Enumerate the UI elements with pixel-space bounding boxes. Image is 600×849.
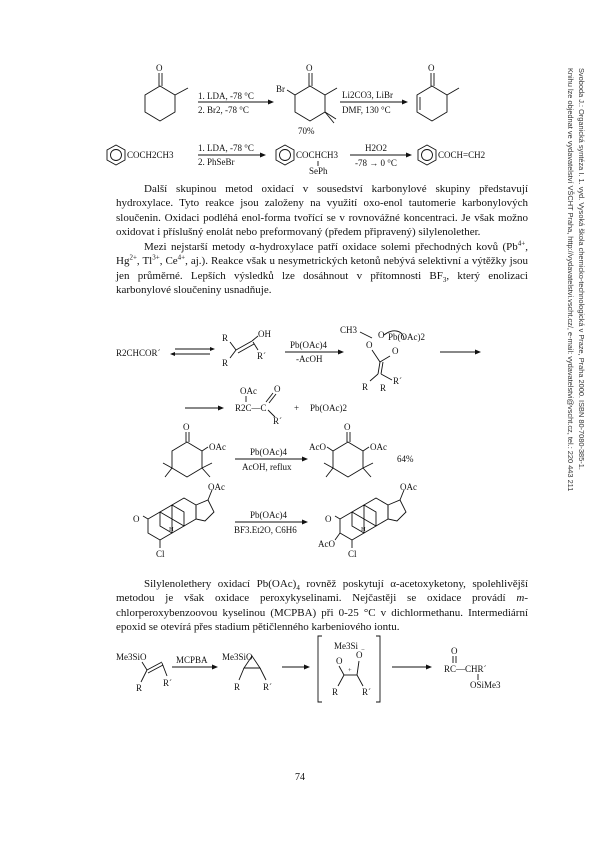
paragraph-hydroxylation: Další skupinou metod oxidací v sousedství karbonylové skupiny představují hydroxylace. Tyto reakce jsou založeny na využití oxo-enol tautomerie karbonylových sloučenin. Oxidaci podléhá enol-forma tvořící se v rovnovážné koncentraci. Je však možno oxidovat i příslušný enolát nebo preformovaný (předem připravený) silylenolether. (116, 183, 528, 238)
s3-prod-oac: OAc (370, 442, 387, 452)
paragraph-metal-oxidation: Mezi nejstarší metody α-hydroxylace patří oxidace solemi přechodných kovů ($Pb^{4+}$, $Hg^{2+}$, $Tl^{3+}$, $Ce^{4+}$, aj.). Reakce však u nesymetrických ketonů nebývá selektivní a výtěžky jsou jen průměrné. Lepších výsledků lze dosáhnout v přítomnosti $BF_3$, který enolizaci karbonylové sloučeniny usnadňuje. (116, 239, 529, 296)
p3-part-b: rovněž poskytují α-acetoxyketony, spolehlivější metodou je však oxidace peroxykyselinami. Nejčastěji se oxidace provádí (116, 578, 528, 605)
reagent-1-bottom: 2. Br2, -78 °C (198, 105, 249, 115)
p3-part-a: Silylenolethery oxidací Pb(OAc) (144, 578, 297, 590)
s4-h: H (169, 526, 174, 533)
reagent-2-top: Li2CO3, LiBr (342, 90, 393, 100)
s4-prod-cl: Cl (348, 549, 357, 559)
s3-prod-o: O (344, 422, 351, 432)
s5-ep-r1: R (234, 682, 241, 692)
enol-oh: OH (258, 329, 271, 339)
vinyl-ketone-label: COCH=CH2 (438, 150, 486, 160)
s4-cl: Cl (156, 549, 165, 559)
s5-br-o1: O (336, 656, 343, 666)
ketone1-o-label: O (156, 63, 163, 73)
s5-me3sio: Me3SiO (116, 652, 147, 662)
s3-o: O (183, 422, 190, 432)
citation-line-1: Svoboda J.: Organická syntéza I. 1. vyd. Vysoká škola chemicko-technologická v Praze, Praha 2000. ISBN 80-7080-385-1. (577, 68, 586, 470)
yield-70: 70% (298, 126, 315, 136)
benzene-ring-2 (276, 145, 294, 165)
reagent-5-top: Pb(OAc)4 (290, 340, 327, 350)
methylcyclohexanone-structure (145, 63, 188, 121)
prod-oac: OAc (240, 386, 257, 396)
bromoketone-structure (276, 63, 337, 123)
s5-prod-o: O (451, 646, 458, 656)
scheme3-reaction (163, 422, 414, 477)
s4-prod-h: H (361, 526, 366, 533)
scheme5-mcpba (116, 636, 501, 702)
s5-prod-main: RC—CHR´ (444, 664, 487, 674)
reagent-2-bottom: DMF, 130 °C (342, 105, 391, 115)
start-ketone-label: COCH2CH3 (127, 150, 174, 160)
ts-ch3: CH3 (340, 325, 358, 335)
ts-o2: O (378, 330, 385, 340)
p3-part-c: m (516, 592, 525, 605)
p2-part-f: , který enolizaci karbonylové sloučeniny usnadňuje. (116, 269, 528, 296)
steroid-start (133, 482, 225, 559)
s5-prod-osime3: OSiMe3 (470, 680, 501, 690)
citation-line-2: Knihu lze objednat ve vydavatelství VŠCHT Praha, http://vydavatelstvi.vscht.cz/, e-mail: vydavatelstvi@vscht.cz, tel.: 220 443 211 (566, 68, 575, 492)
reagent-1-top: 1. LDA, -78 °C (198, 91, 254, 101)
reagent-4-top: H2O2 (365, 143, 387, 153)
br-label: Br (276, 84, 285, 94)
s5-r2: R´ (163, 678, 172, 688)
p2-part-e: , aj.). Reakce však u nesymetrických ketonů nebývá selektivní a výtěžky jsou jen průměrné. Lepších výsledků lze dosáhnout v přítomnosti BF (116, 255, 529, 282)
ts-pb: Pb(OAc)2 (388, 332, 425, 342)
scheme4-steroid (133, 482, 417, 559)
reagent-5-bottom: -AcOH (296, 354, 323, 364)
ts-r1: R (362, 382, 369, 392)
p2-part-c: Tl (142, 255, 153, 268)
reagent-3-top: 1. LDA, -78 °C (198, 143, 254, 153)
s5-ep-me3sio: Me3SiO (222, 652, 253, 662)
reagent-9-bottom: BF3.Et2O, C6H6 (234, 525, 297, 535)
reagent-3-bottom: 2. PhSeBr (198, 157, 235, 167)
enol-r1: R (222, 333, 229, 343)
s3-oac: OAc (209, 442, 226, 452)
s4-oac: OAc (208, 482, 225, 492)
prod-plus: + (294, 403, 300, 413)
enone-structure (417, 63, 459, 121)
scheme1-row2 (107, 143, 485, 176)
s5-r1: R (136, 683, 143, 693)
s5-br-o2: O (356, 650, 363, 660)
ts-r3: R´ (393, 376, 402, 386)
reagent-8-bottom: AcOH, reflux (242, 462, 292, 472)
yield-64: 64% (397, 454, 414, 464)
s4-prod-oac: OAc (400, 482, 417, 492)
reagent-9-top: Pb(OAc)4 (250, 510, 287, 520)
s5-br-plus: + (348, 667, 352, 674)
prod-pb: Pb(OAc)2 (310, 403, 347, 413)
seph-label: SePh (309, 166, 328, 176)
p2-part-b: Hg (116, 255, 130, 268)
steroid-product (318, 482, 417, 559)
ts-r2: R (380, 383, 387, 393)
s5-br-r1: R (332, 687, 339, 697)
s5-br-me3si: Me3Si (334, 641, 359, 651)
ketone2-o-label: O (306, 63, 313, 73)
reagent-mcpba: MCPBA (176, 655, 208, 665)
benzene-ring-3 (418, 145, 436, 165)
paragraph-silylenolether: Silylenolethery oxidací $Pb(OAc)_4$ rovněž poskytují α-acetoxyketony, spolehlivější metodou je však oxidace peroxykyselinami. Nejčastěji se oxidace provádí m-chlorperoxybenzoovou kyselinou (MCPBA) při 0-25 °C v dichlormethanu. Intermediární epoxid se otevírá přes stadium pětičlenného karbeniového iontu. (116, 578, 528, 633)
p3-part-d: -chlorperoxybenzoovou kyselinou (MCPBA) při 0-25 °C v dichlormethanu. Intermediární epoxid se otevírá přes stadium pětičlenného karbeniového iontu. (116, 592, 528, 633)
ts-o3: O (392, 346, 399, 356)
s4-prod-aco: AcO (318, 539, 335, 549)
s4-prod-o: O (325, 514, 332, 524)
reagent-4-bottom: -78 → 0 °C (355, 158, 397, 168)
s4-o: O (133, 514, 140, 524)
scheme1-row1 (145, 63, 459, 136)
prod-r: R´ (273, 416, 282, 426)
benzene-ring-1 (107, 145, 125, 165)
s5-br-r2: R´ (362, 687, 371, 697)
ts-o1: O (366, 340, 373, 350)
p2-part-a: Mezi nejstarší metody α-hydroxylace patří oxidace solemi přechodných kovů (Pb (144, 241, 518, 253)
scheme2-mechanism (116, 325, 481, 426)
s3-prod-aco: AcO (309, 442, 326, 452)
enol-r2: R (222, 358, 229, 368)
start-ketone-r2chcor: R2CHCOR´ (116, 348, 161, 358)
selenide-label: COCHCH3 (296, 150, 339, 160)
p2-part-d: Ce (165, 255, 178, 268)
prod-main: R2C—C (235, 403, 267, 413)
enol-r3: R´ (257, 351, 266, 361)
s5-ep-r2: R´ (263, 682, 272, 692)
reagent-8-top: Pb(OAc)4 (250, 447, 287, 457)
prod-o: O (274, 384, 281, 394)
enone-o-label: O (428, 63, 435, 73)
s5-br-minus: − (361, 647, 365, 654)
page-number: 74 (295, 772, 305, 783)
